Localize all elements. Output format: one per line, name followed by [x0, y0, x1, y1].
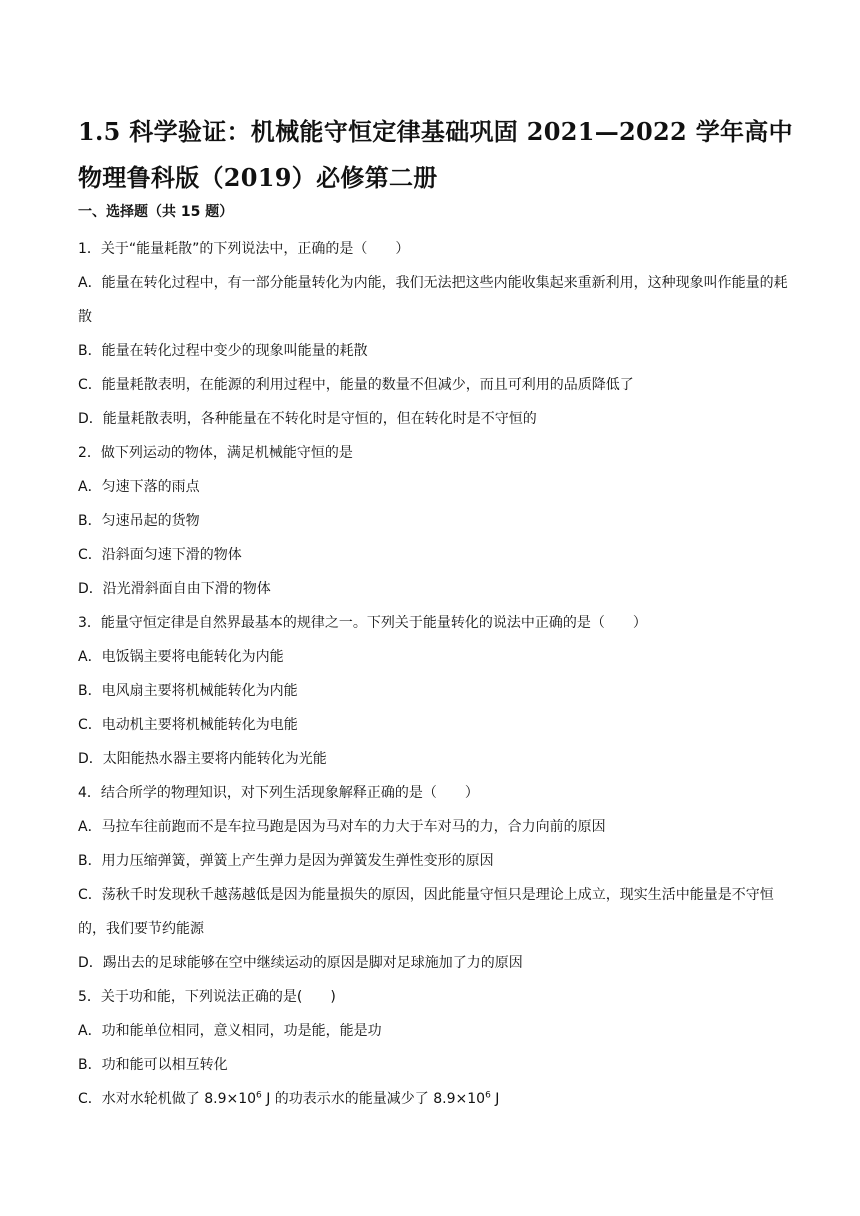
question-5-option-c: [78, 1082, 788, 1116]
question-1-option-d: D．能量耗散表明，各种能量在不转化时是守恒的，但在转化时是不守恒的: [78, 411, 537, 427]
question-2-option-d: D．沿光滑斜面自由下滑的物体: [78, 581, 271, 597]
question-4-stem: 4．结合所学的物理知识，对下列生活现象解释正确的是（ ）: [78, 785, 479, 801]
question-1-stem: 1．关于“能量耗散”的下列说法中，正确的是（ ）: [78, 241, 410, 257]
question-2-option-b: B．匀速吊起的货物: [78, 513, 200, 529]
question-1-option-b: B．能量在转化过程中变少的现象叫能量的耗散: [78, 343, 368, 359]
question-list: [78, 232, 788, 1116]
question-1-option-a: A．能量在转化过程中，有一部分能量转化为内能，我们无法把这些内能收集起来重新利用，这种现象叫作能量的耗散: [78, 275, 788, 325]
question-3-option-c: C．电动机主要将机械能转化为电能: [78, 717, 298, 733]
question-5-option-c-exponent-2: 6: [485, 1090, 491, 1101]
question-5-option-c-exponent-1: 6: [256, 1090, 262, 1101]
question-4-option-a: A．马拉车往前跑而不是车拉马跑是因为马对车的力大于车对马的力，合力向前的原因: [78, 819, 606, 835]
question-5-option-b: B．功和能可以相互转化: [78, 1057, 228, 1073]
question-3-option-a: A．电饭锅主要将电能转化为内能: [78, 649, 284, 665]
question-4-option-c: C．荡秋千时发现秋千越荡越低是因为能量损失的原因，因此能量守恒只是理论上成立，现实生活中能量是不守恒的，我们要节约能源: [78, 887, 774, 937]
question-3-stem: 3．能量守恒定律是自然界最基本的规律之一。下列关于能量转化的说法中正确的是（ ）: [78, 615, 647, 631]
question-2-stem: 2．做下列运动的物体，满足机械能守恒的是: [78, 445, 353, 461]
section-heading: 一、选择题（共 15 题）: [78, 204, 234, 220]
question-5-option-c-part3: J: [490, 1091, 500, 1107]
question-5-option-a: A．功和能单位相同，意义相同，功是能，能是功: [78, 1023, 382, 1039]
question-2-option-c: C．沿斜面匀速下滑的物体: [78, 547, 242, 563]
question-4-option-b: B．用力压缩弹簧，弹簧上产生弹力是因为弹簧发生弹性变形的原因: [78, 853, 494, 869]
question-1-option-c: C．能量耗散表明，在能源的利用过程中，能量的数量不但减少，而且可利用的品质降低了: [78, 377, 634, 393]
question-5-stem: 5．关于功和能，下列说法正确的是( ): [78, 989, 336, 1005]
question-3-option-b: B．电风扇主要将机械能转化为内能: [78, 683, 298, 699]
question-2-option-a: A．匀速下落的雨点: [78, 479, 200, 495]
question-3-option-d: D．太阳能热水器主要将内能转化为光能: [78, 751, 327, 767]
document-title: 1.5 科学验证：机械能守恒定律基础巩固 2021—2022 学年高中物理鲁科版（2019）必修第二册: [78, 117, 793, 192]
question-4-option-d: D．踢出去的足球能够在空中继续运动的原因是脚对足球施加了力的原因: [78, 955, 523, 971]
question-5-option-c-part1: C．水对水轮机做了 8.9×10: [78, 1091, 257, 1107]
question-5-option-c-part2: J 的功表示水的能量减少了 8.9×10: [261, 1091, 486, 1107]
